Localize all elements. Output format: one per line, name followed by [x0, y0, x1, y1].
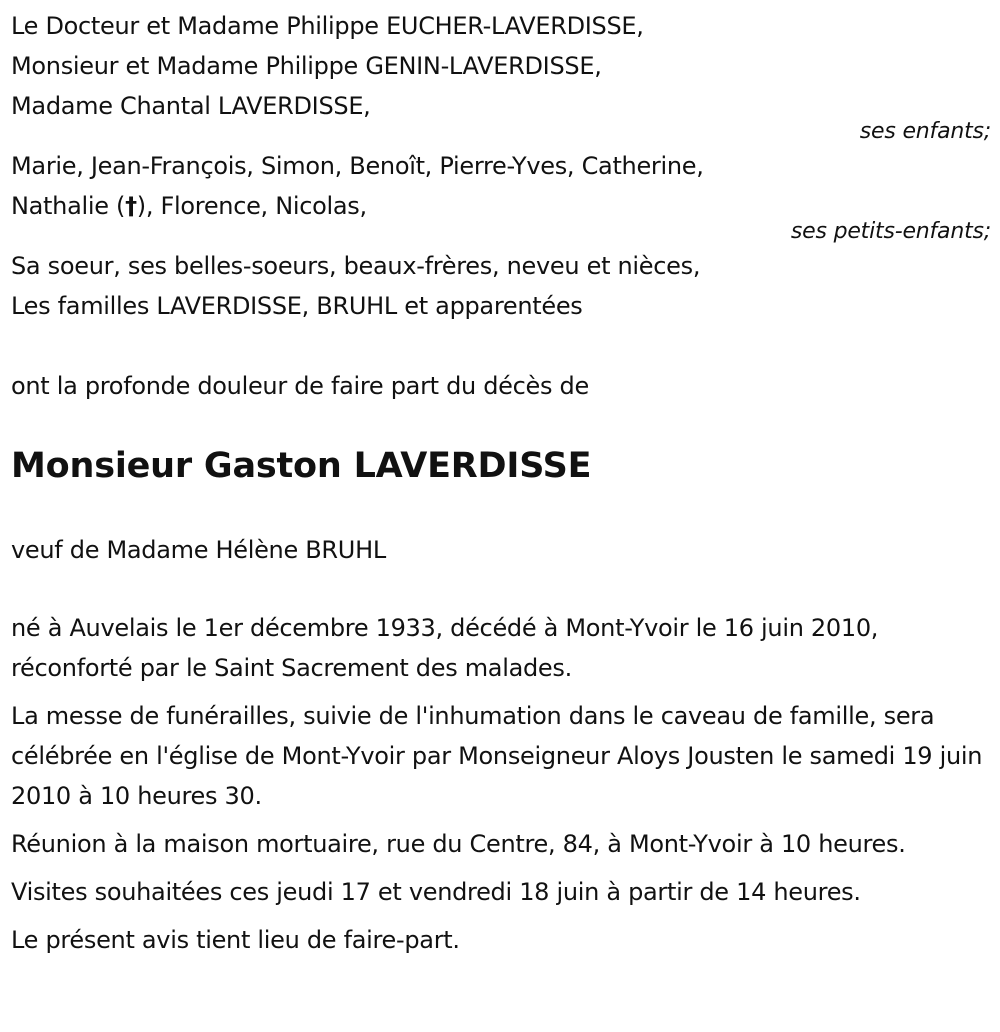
- child-line-1: Le Docteur et Madame Philippe EUCHER-LAVERDISSE,: [11, 12, 644, 40]
- notice-paragraph: Le présent avis tient lieu de faire-part.: [11, 926, 460, 954]
- relatives-line-1: Sa soeur, ses belles-soeurs, beaux-frères, neveu et nièces,: [11, 252, 701, 280]
- announcement-text: ont la profonde douleur de faire part du décès de: [11, 372, 589, 400]
- deceased-name: Monsieur Gaston LAVERDISSE: [11, 446, 592, 486]
- gathering-paragraph: Réunion à la maison mortuaire, rue du Centre, 84, à Mont-Yvoir à 10 heures.: [11, 830, 906, 858]
- cross-icon: †: [125, 192, 137, 220]
- child-line-3: Madame Chantal LAVERDISSE,: [11, 92, 371, 120]
- widow-of: veuf de Madame Hélène BRUHL: [11, 536, 386, 564]
- children-role: ses enfants;: [859, 119, 991, 144]
- grandchildren-line-2-end: ), Florence, Nicolas,: [136, 192, 367, 220]
- obituary-notice: [11, 6, 991, 960]
- visits-paragraph: Visites souhaitées ces jeudi 17 et vendredi 18 juin à partir de 14 heures.: [11, 878, 861, 906]
- child-line-2: Monsieur et Madame Philippe GENIN-LAVERDISSE,: [11, 52, 602, 80]
- grandchildren-line-2-start: Nathalie (: [11, 192, 126, 220]
- relatives-line-2: Les familles LAVERDISSE, BRUHL et apparentées: [11, 292, 583, 320]
- grandchildren-line-1: Marie, Jean-François, Simon, Benoît, Pierre-Yves, Catherine,: [11, 152, 704, 180]
- funeral-mass-paragraph: La messe de funérailles, suivie de l'inhumation dans le caveau de famille, sera célébrée en l'église de Mont-Yvoir par Monseigneur Aloys Jousten le samedi 19 juin 2010 à 10 heures 30.: [11, 702, 983, 810]
- birth-death-paragraph: né à Auvelais le 1er décembre 1933, décédé à Mont-Yvoir le 16 juin 2010, réconforté par le Saint Sacrement des malades.: [11, 614, 879, 682]
- grandchildren-role: ses petits-enfants;: [790, 219, 991, 244]
